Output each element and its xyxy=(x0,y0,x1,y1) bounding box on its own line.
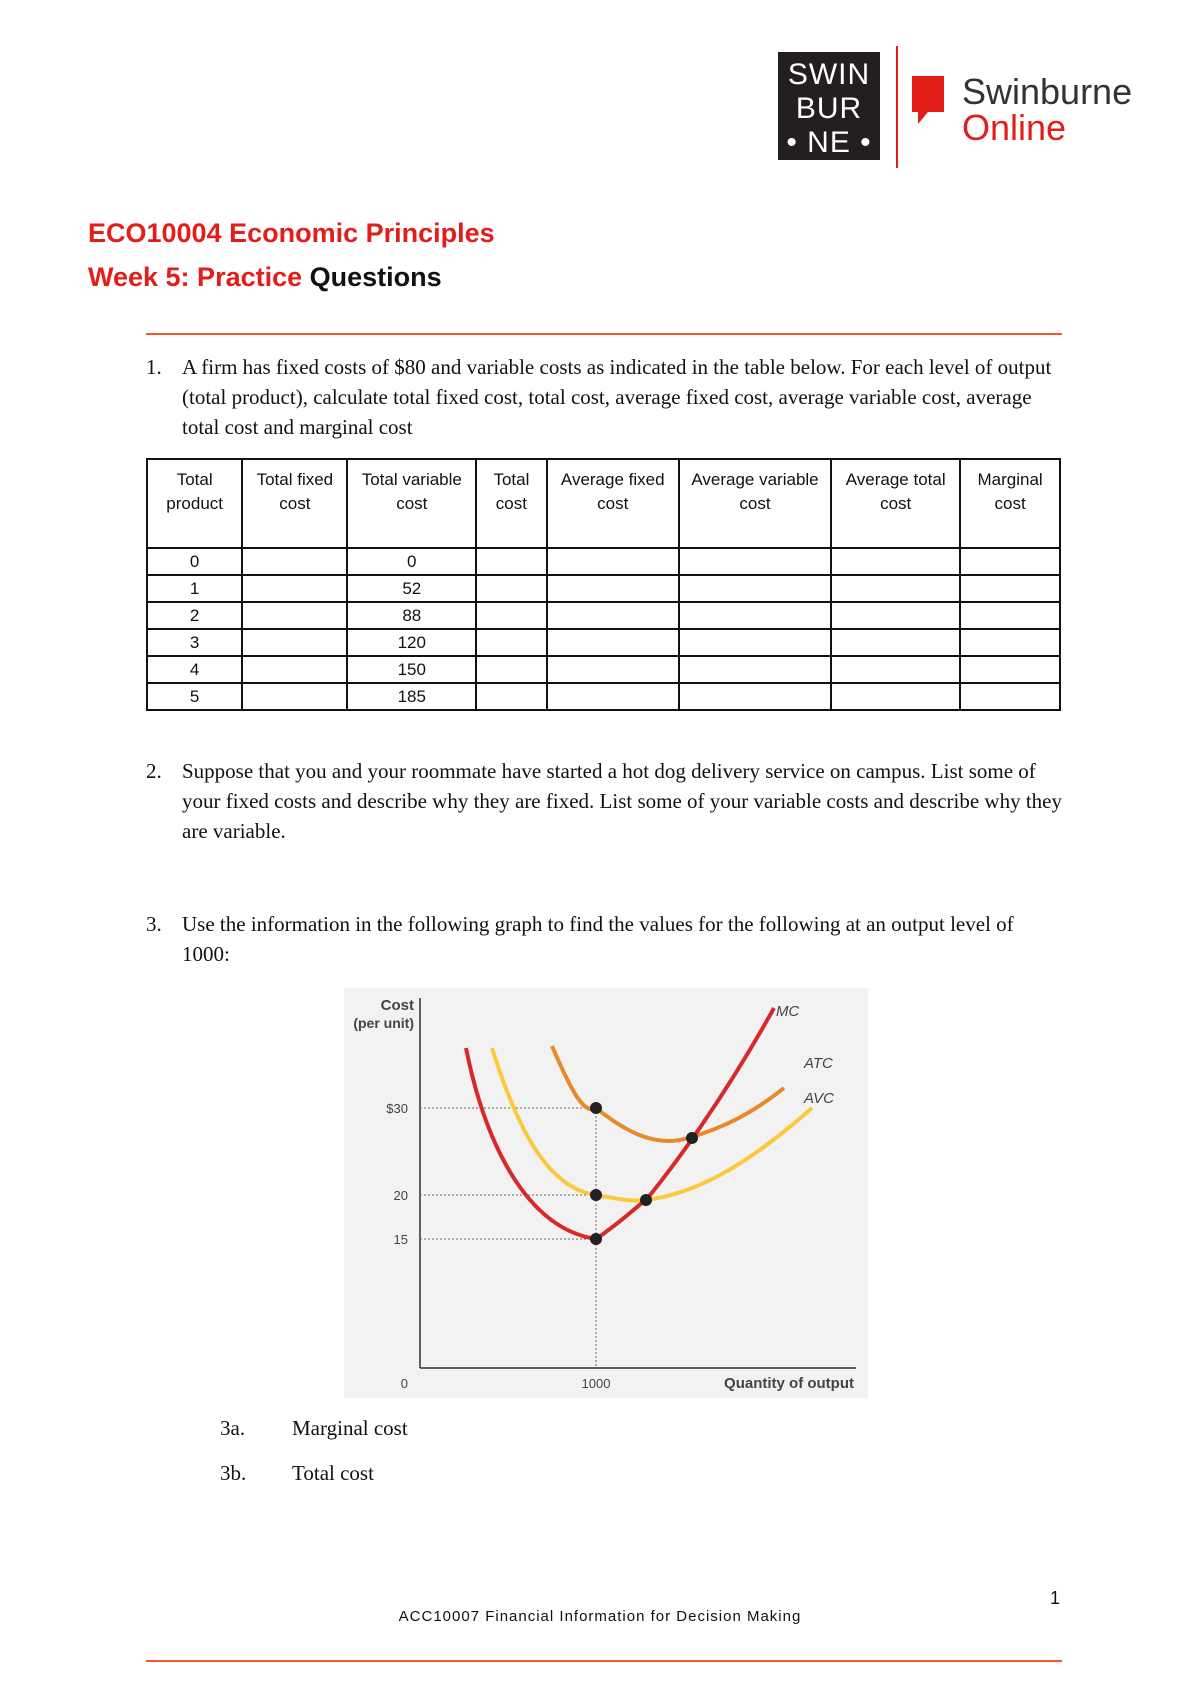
cell-afc xyxy=(547,629,679,656)
table-row xyxy=(147,548,1060,575)
cell-tfc xyxy=(242,629,347,656)
page-title: ECO10004 Economic Principles xyxy=(88,218,495,248)
question-3 xyxy=(146,909,1066,969)
cell-total-product: 1 xyxy=(147,575,242,602)
cell-avc xyxy=(679,548,831,575)
point-mc-avc-intersection xyxy=(640,1194,652,1206)
cell-mc xyxy=(960,656,1060,683)
cell-tfc xyxy=(242,575,347,602)
question-1 xyxy=(146,352,1066,442)
cell-tc xyxy=(476,683,546,710)
subtitle-questions: Questions xyxy=(309,262,442,292)
point-mc-1000 xyxy=(590,1233,602,1245)
cell-tfc xyxy=(242,548,347,575)
cell-tc xyxy=(476,602,546,629)
cell-avc xyxy=(679,629,831,656)
logo-line-1: SWIN xyxy=(787,58,871,91)
cell-avc xyxy=(679,575,831,602)
cell-atc xyxy=(831,548,960,575)
cell-mc xyxy=(960,629,1060,656)
y-axis-label-unit: (per unit) xyxy=(353,1015,414,1031)
cell-atc xyxy=(831,683,960,710)
y-tick-label: 15 xyxy=(393,1232,408,1247)
header-average-variable-cost: Average variable cost xyxy=(679,459,831,548)
cell-tvc: 185 xyxy=(347,683,476,710)
swinburne-online-icon xyxy=(908,72,952,126)
cell-avc xyxy=(679,683,831,710)
cell-tc xyxy=(476,656,546,683)
swinburne-logo-block xyxy=(778,52,880,160)
header-total-cost: Total cost xyxy=(476,459,546,548)
y-axis-label: Cost xyxy=(380,997,414,1014)
cell-total-product: 0 xyxy=(147,548,242,575)
cell-tvc: 120 xyxy=(347,629,476,656)
y-tick-label: $30 xyxy=(386,1101,408,1116)
cost-curves-chart xyxy=(344,988,868,1398)
page-number: 1 xyxy=(1050,1588,1061,1608)
origin-label: 0 xyxy=(400,1376,408,1391)
question-2 xyxy=(146,756,1066,846)
question-text: Use the information in the following graph to find the values for the following at an output level of 1000: xyxy=(182,912,1014,966)
x-axis-label: Quantity of output xyxy=(724,1375,854,1392)
cell-tfc xyxy=(242,656,347,683)
sub-question-label: 3a. xyxy=(220,1416,246,1440)
cell-atc xyxy=(831,656,960,683)
cell-tc xyxy=(476,575,546,602)
cell-mc xyxy=(960,548,1060,575)
header-average-total-cost: Average total cost xyxy=(831,459,960,548)
logo-divider xyxy=(896,46,898,168)
cell-tvc: 88 xyxy=(347,602,476,629)
cell-atc xyxy=(831,602,960,629)
cell-atc xyxy=(831,629,960,656)
footer-rule xyxy=(146,1660,1062,1662)
cell-tvc: 150 xyxy=(347,656,476,683)
table-row xyxy=(147,629,1060,656)
atc-label: ATC xyxy=(804,1055,833,1072)
question-text: A firm has fixed costs of $80 and variable costs as indicated in the table below. For each level of output (total product), calculate total fixed cost, total cost, average fixed cost, average variable cost, average total cost and marginal cost xyxy=(182,355,1052,439)
brand-line-1: Swinburne xyxy=(962,71,1133,112)
avc-label: AVC xyxy=(804,1090,835,1107)
question-number: 3. xyxy=(146,912,162,936)
cell-tfc xyxy=(242,602,347,629)
cell-afc xyxy=(547,548,679,575)
cost-table xyxy=(146,458,1061,711)
cell-total-product: 2 xyxy=(147,602,242,629)
cell-afc xyxy=(547,656,679,683)
cell-avc xyxy=(679,602,831,629)
header-rule xyxy=(146,333,1062,335)
table-row xyxy=(147,602,1060,629)
brand-wordmark xyxy=(962,71,1133,148)
cell-mc xyxy=(960,575,1060,602)
cell-total-product: 3 xyxy=(147,629,242,656)
cell-afc xyxy=(547,575,679,602)
header-average-fixed-cost: Average fixed cost xyxy=(547,459,679,548)
question-number: 2. xyxy=(146,759,162,783)
question-number: 1. xyxy=(146,355,162,379)
question-text: Suppose that you and your roommate have started a hot dog delivery service on campus. List some of your fixed costs and describe why they are fixed. List some of your variable costs and describe why they are variable. xyxy=(182,759,1062,843)
cell-afc xyxy=(547,602,679,629)
logo-line-2: BUR xyxy=(795,92,863,125)
cell-tc xyxy=(476,548,546,575)
table-row xyxy=(147,656,1060,683)
cell-afc xyxy=(547,683,679,710)
cell-tvc: 0 xyxy=(347,548,476,575)
logo-line-3: • NE • xyxy=(786,126,872,159)
subtitle-week: Week 5: Practice xyxy=(88,262,303,292)
cell-total-product: 5 xyxy=(147,683,242,710)
y-tick-label: 20 xyxy=(393,1188,408,1203)
sub-question-text: Marginal cost xyxy=(292,1416,408,1440)
cell-avc xyxy=(679,656,831,683)
point-atc-1000 xyxy=(590,1102,602,1114)
header-marginal-cost: Marginal cost xyxy=(960,459,1060,548)
footer-text: ACC10007 Financial Information for Decision Making xyxy=(398,1608,802,1625)
cell-tc xyxy=(476,629,546,656)
cell-atc xyxy=(831,575,960,602)
x-tick-label: 1000 xyxy=(581,1376,611,1391)
cell-total-product: 4 xyxy=(147,656,242,683)
brand-line-2: Online xyxy=(962,107,1067,148)
cell-mc xyxy=(960,683,1060,710)
point-mc-atc-intersection xyxy=(686,1132,698,1144)
table-row xyxy=(147,575,1060,602)
page-subtitle xyxy=(88,262,442,293)
sub-question-text: Total cost xyxy=(292,1461,374,1485)
cell-mc xyxy=(960,602,1060,629)
cell-tvc: 52 xyxy=(347,575,476,602)
cell-tfc xyxy=(242,683,347,710)
mc-label: MC xyxy=(776,1003,800,1020)
chart-background xyxy=(344,988,868,1398)
sub-question-label: 3b. xyxy=(220,1461,247,1485)
header-total-fixed-cost: Total fixed cost xyxy=(242,459,347,548)
header-total-product: Total product xyxy=(147,459,242,548)
table-header-row xyxy=(147,459,1060,548)
header-total-variable-cost: Total variable cost xyxy=(347,459,476,548)
table-row xyxy=(147,683,1060,710)
point-avc-1000 xyxy=(590,1189,602,1201)
